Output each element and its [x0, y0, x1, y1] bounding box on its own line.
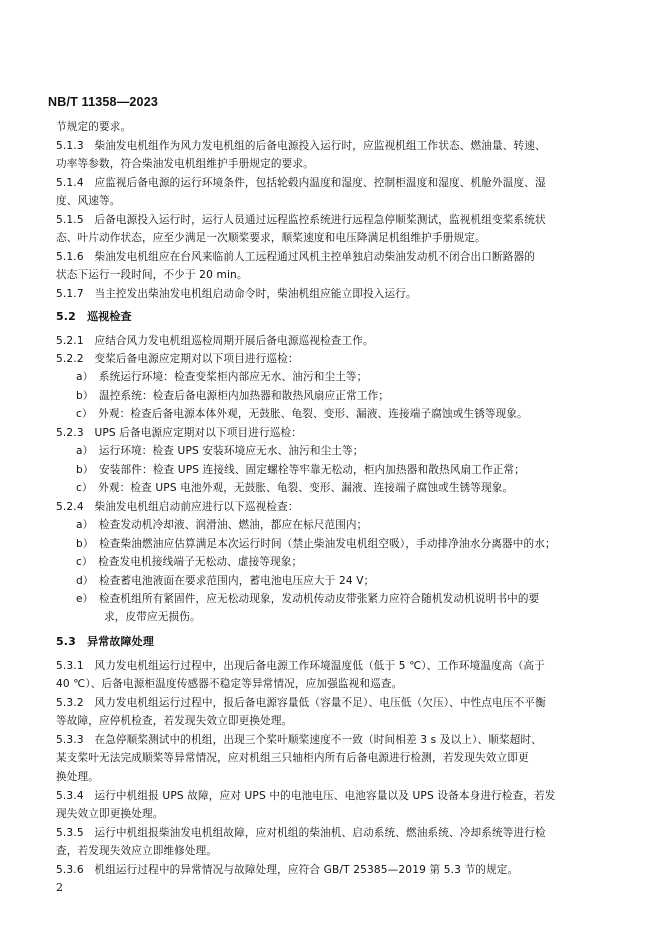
- text-line: 40 ℃）、后备电源柜温度传感器不稳定等异常情况，应加强监视和巡查。: [56, 678, 403, 690]
- text-line: 5.2.4 柴油发电机组启动前应进行以下巡视检查：: [56, 501, 299, 513]
- text-line: 5.3.4 运行中机组报 UPS 故障，应对 UPS 中的电池电压、电池容量以及 UPS 设备本身进行检查，若发: [56, 790, 556, 802]
- text-line: 5.1.7 当主控发出柴油发电机组启动命令时，柴油机组应能立即投入运行。: [56, 288, 417, 300]
- text-line: 等故障，应停机检查，若发现失效立即更换处理。: [56, 715, 293, 727]
- text-line: 5.1.5 后备电源投入运行时，运行人员通过远程监控系统进行远程急停顺桨测试，监视机组变桨系统状: [56, 214, 546, 226]
- text-line: 态、叶片动作状态，应至少满足一次顺桨要求，顺桨速度和电压降满足机组维护手册规定。: [56, 232, 486, 244]
- list-item: b） 检查柴油燃油应估算满足本次运行时间（禁止柴油发电机组空吸），手动排净油水分离器中的水；: [76, 538, 556, 550]
- text-line: 5.2.2 变桨后备电源应定期对以下项目进行巡检：: [56, 353, 299, 365]
- text-line: 节规定的要求。: [56, 121, 132, 133]
- text-line: 5.3.3 在急停顺桨测试中的机组，出现三个桨叶顺桨速度不一致（时间相差 3 s 及以上）、顺桨超时、: [56, 734, 543, 746]
- list-item: c） 外观：检查后备电源本体外观，无鼓胀、龟裂、变形、漏液、连接端子腐蚀或生锈等现象。: [76, 408, 528, 420]
- list-item: b） 安装部件：检查 UPS 连接线、固定螺栓等牢靠无松动，柜内加热器和散热风扇工作正常；: [76, 464, 525, 476]
- text-line: 5.3.6 机组运行过程中的异常情况与故障处理，应符合 GB/T 25385—2019 第 5.3 节的规定。: [56, 864, 519, 876]
- list-item: c） 检查发电机接线端子无松动、虚接等现象；: [76, 556, 303, 568]
- text-line: 5.2.3 UPS 后备电源应定期对以下项目进行巡检：: [56, 427, 302, 439]
- section-heading: 5.2 巡视检查: [56, 310, 132, 323]
- list-item: a） 系统运行环境：检查变桨柜内部应无水、油污和尘土等；: [76, 371, 368, 383]
- text-line: 状态下运行一段时间，不少于 20 min。: [56, 269, 248, 281]
- list-item: d） 检查蓄电池液面在要求范围内，蓄电池电压应大于 24 V；: [76, 575, 375, 587]
- text-line: 现失效立即更换处理。: [56, 808, 164, 820]
- standard-code-header: NB/T 11358—2023: [48, 95, 159, 109]
- text-line: 5.1.3 柴油发电机组作为风力发电机组的后备电源投入运行时，应监视机组工作状态、燃油量、转速、: [56, 140, 546, 152]
- list-item: a） 运行环境：检查 UPS 安装环境应无水、油污和尘土等；: [76, 445, 364, 457]
- list-item: b） 温控系统：检查后备电源柜内加热器和散热风扇应正常工作；: [76, 390, 390, 402]
- text-line: 5.2.1 应结合风力发电机组巡检周期开展后备电源巡视检查工作。: [56, 335, 374, 347]
- text-line: 查，若发现失效应立即维修处理。: [56, 845, 218, 857]
- text-line: 换处理。: [56, 771, 99, 783]
- list-item-continuation: 求，皮带应无损伤。: [104, 611, 201, 623]
- text-line: 度、风速等。: [56, 195, 121, 207]
- list-item: c） 外观：检查 UPS 电池外观，无鼓胀、龟裂、变形、漏液、连接端子腐蚀或生锈等现象。: [76, 482, 514, 494]
- text-line: 5.3.5 运行中机组报柴油发电机组故障，应对机组的柴油机、启动系统、燃油系统、冷却系统等进行检: [56, 827, 546, 839]
- text-line: 5.3.1 风力发电机组运行过程中，出现后备电源工作环境温度低（低于 5 ℃）、工作环境温度高（高于: [56, 660, 545, 672]
- list-item: a） 检查发动机冷却液、润滑油、燃油，都应在标尺范围内；: [76, 519, 368, 531]
- text-line: 5.1.6 柴油发电机组应在台风来临前人工远程通过风机主控单独启动柴油发动机不闭合出口断路器的: [56, 251, 535, 263]
- text-line: 某支桨叶无法完成顺桨等异常情况，应对机组三只轴柜内所有后备电源进行检测，若发现失效立即更: [56, 752, 529, 764]
- text-line: 5.3.2 风力发电机组运行过程中，报后备电源容量低（容量不足）、电压低（欠压）、中性点电压不平衡: [56, 697, 546, 709]
- text-line: 功率等参数，符合柴油发电机组维护手册规定的要求。: [56, 158, 314, 170]
- page-number: 2: [56, 881, 63, 894]
- list-item: e） 检查机组所有紧固件，应无松动现象，发动机传动皮带张紧力应符合随机发动机说明书中的要: [76, 593, 540, 605]
- section-heading: 5.3 异常故障处理: [56, 635, 154, 648]
- text-line: 5.1.4 应监视后备电源的运行环境条件，包括轮毂内温度和湿度、控制柜温度和湿度、机舱外温度、湿: [56, 177, 546, 189]
